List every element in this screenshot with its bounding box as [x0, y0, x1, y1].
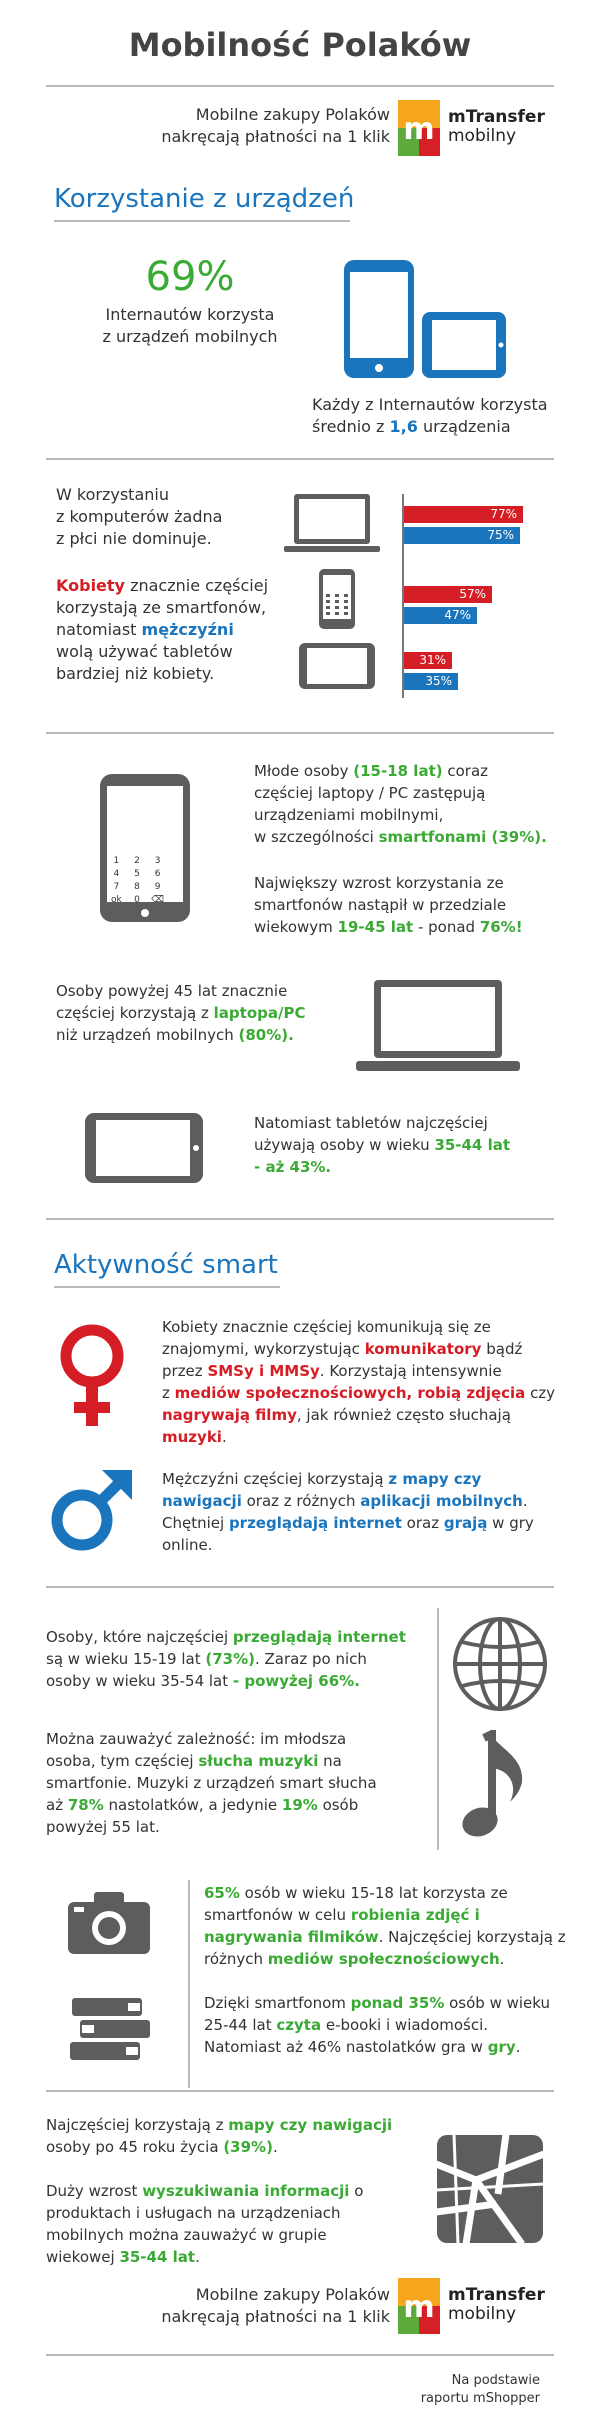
tablet-icon	[420, 310, 508, 380]
divider	[46, 458, 554, 460]
mtransfer-logo-text: mTransfer mobilny	[448, 2285, 545, 2324]
keypad-key: ⌫	[151, 895, 165, 905]
keypad-key: 9	[154, 882, 161, 892]
books-paragraph: Dzięki smartfonom ponad 35% osób w wieku 25-44 lat czyta e-booki i wiadomości. Natomiast aż 46% nastolatków gra w gry.	[204, 1994, 551, 2056]
laptop-large-icon	[354, 978, 522, 1076]
vertical-divider	[188, 1880, 190, 2088]
youth-paragraph-1: Młode osoby (15-18 lat) coraz częściej laptopy / PC zastępują urządzeniami mobilnymi, w szczególności smartfonami (39%).	[254, 762, 547, 846]
bar-smartfon-women: 57%	[404, 586, 492, 603]
music-note-icon	[462, 1730, 532, 1846]
mtransfer-logo-icon: m	[398, 2278, 440, 2334]
divider	[46, 85, 554, 87]
bar-smartfon-men: 47%	[404, 607, 477, 624]
female-symbol-icon	[56, 1322, 128, 1430]
stat-caption: Internautów korzysta z urządzeń mobilnych	[102, 305, 278, 346]
men-activity-paragraph: Mężczyźni częściej korzystają z mapy czy nawigacji oraz z różnych aplikacji mobilnych. Chętniej przeglądają internet oraz grają w gry online.	[162, 1470, 534, 1554]
source-note: Na podstawie raportu mShopper	[420, 2373, 540, 2406]
map-icon	[436, 2134, 544, 2244]
keypad-key: 8	[134, 882, 140, 892]
page-title: Mobilność Polaków	[128, 26, 472, 64]
divider	[46, 2354, 554, 2356]
internet-paragraph: Osoby, które najczęściej przeglądają internet są w wieku 15-19 lat (73%). Zaraz po nich osoby w wieku 35-54 lat - powyżej 66%.	[46, 1628, 406, 1690]
keypad-key: ok	[110, 895, 122, 905]
bar-tablet-men: 35%	[404, 673, 458, 690]
keypad-key: 7	[113, 882, 120, 892]
section-title-devices: Korzystanie z urządzeń	[54, 184, 355, 214]
smartphone-keypad-icon	[318, 568, 356, 630]
bar-laptop-men: 75%	[404, 527, 520, 544]
bar-tablet-women: 31%	[404, 652, 452, 669]
photo-paragraph: 65% osób w wieku 15-18 lat korzysta ze smartfonów w celu robienia zdjęć i nagrywania filmików. Najczęściej korzystają z różnych mediów społecznościowych.	[204, 1884, 566, 1968]
keypad-key: 4	[113, 869, 120, 879]
section-underline	[54, 1286, 280, 1288]
devices-caption: Każdy z Internautów korzysta średnio z 1,6 urządzenia	[312, 395, 548, 436]
keypad-key: 5	[134, 869, 140, 879]
keypad-key: 6	[154, 869, 161, 879]
tablets-paragraph: Natomiast tabletów najczęściej używają osoby w wieku 35-44 lat - aż 43%.	[254, 1114, 511, 1176]
divider	[46, 732, 554, 734]
mtransfer-logo-text: mTransfer mobilny	[448, 107, 545, 146]
tablet-icon-gray	[298, 642, 376, 690]
laptop-icon	[282, 492, 382, 556]
globe-icon	[450, 1614, 550, 1714]
keypad	[108, 856, 166, 906]
camera-icon	[66, 1890, 152, 1956]
books-icon	[66, 1996, 154, 2064]
vertical-divider	[437, 1608, 439, 1850]
keypad-key: 2	[134, 856, 140, 866]
section-underline	[54, 220, 350, 222]
divider	[46, 1586, 554, 1588]
maps-paragraph: Najczęściej korzystają z mapy czy nawigacji osoby po 45 roku życia (39%).	[46, 2116, 393, 2156]
footer-tagline: Mobilne zakupy Polaków nakręcają płatności na 1 klik	[161, 2285, 390, 2326]
bar-laptop-women: 77%	[404, 506, 523, 523]
computers-note: W korzystaniu z komputerów żadna z płci nie dominuje.	[56, 485, 223, 548]
male-symbol-icon	[46, 1466, 136, 1556]
mtransfer-logo-icon: m	[398, 100, 440, 156]
stat-value: 69%	[145, 254, 235, 300]
keypad-key: 3	[154, 856, 161, 866]
divider	[46, 2090, 554, 2092]
header-tagline: Mobilne zakupy Polaków nakręcają płatności na 1 klik	[161, 105, 390, 146]
music-paragraph: Można zauważyć zależność: im młodsza osoba, tym częściej słucha muzyki na smartfonie. Muzyki z urządzeń smart słucha aż 78% nastolatków, a jedynie 19% osób powyżej 55 lat.	[46, 1730, 377, 1836]
older-paragraph: Osoby powyżej 45 lat znacznie częściej korzystają z laptopa/PC niż urządzeń mobilnych (80%).	[56, 982, 306, 1044]
women-activity-paragraph: Kobiety znacznie częściej komunikują się ze znajomymi, wykorzystując komunikatory bądź przez SMSy i MMSy. Korzystają intensywnie z mediów społecznościowych, robią zdjęcia czy nagrywają filmy, jak również często słuchają muzyki.	[162, 1318, 556, 1446]
keypad-key: 1	[113, 856, 120, 866]
smartphone-icon	[342, 258, 416, 380]
search-paragraph: Duży wzrost wyszukiwania informacji o produktach i usługach na urządzeniach mobilnych można zauważyć w grupie wiekowej 35-44 lat.	[46, 2182, 364, 2266]
section-title-activity: Aktywność smart	[54, 1250, 278, 1280]
divider	[46, 1218, 554, 1220]
gender-note: Kobiety znacznie częściej korzystają ze smartfonów, natomiast mężczyźni wolą używać tabletów bardziej niż kobiety.	[56, 576, 269, 683]
keypad-key: 0	[134, 895, 140, 905]
youth-paragraph-2: Największy wzrost korzystania ze smartfonów nastąpił w przedziale wiekowym 19-45 lat - ponad 76%!	[254, 874, 523, 936]
tablet-large-icon	[84, 1112, 204, 1184]
